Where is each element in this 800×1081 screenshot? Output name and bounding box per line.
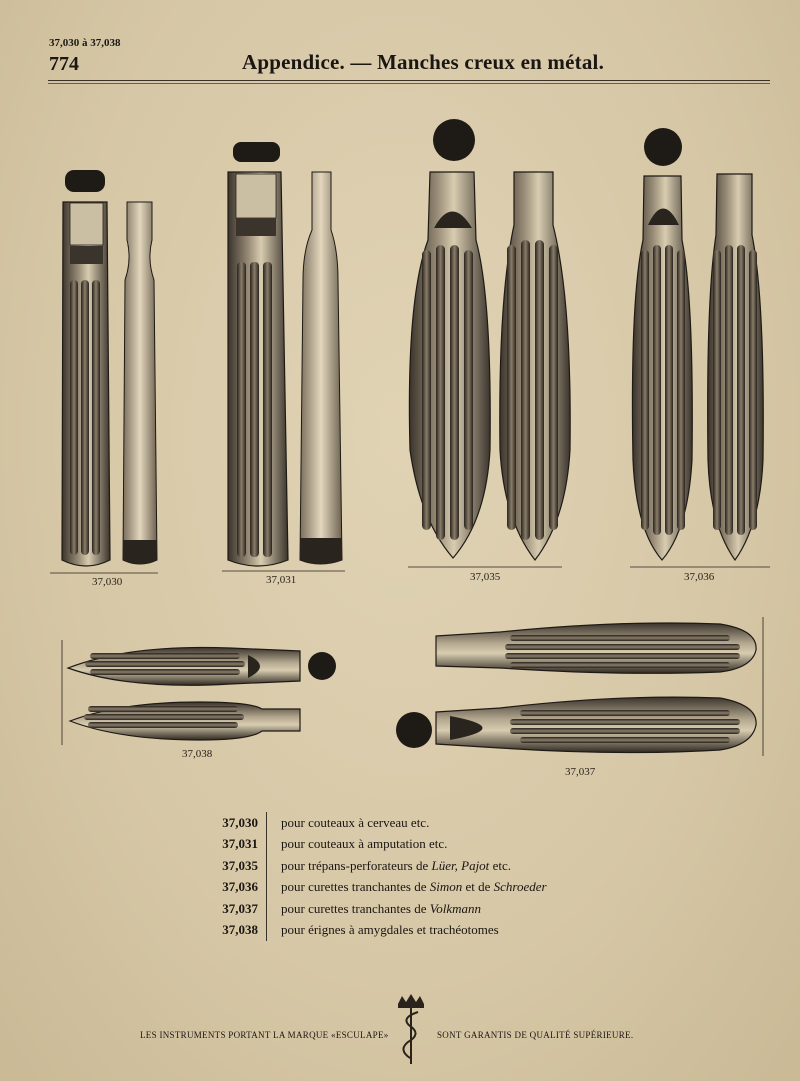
handle-37030-side bbox=[123, 202, 157, 564]
handle-37035-side bbox=[500, 172, 570, 560]
handle-37031-front bbox=[228, 142, 288, 566]
legend-text-part: pour curettes tranchantes de bbox=[281, 900, 430, 916]
legend-text-part: pour trépans-perforateurs de bbox=[281, 857, 432, 873]
esculape-caduceus-icon bbox=[398, 994, 424, 1064]
legend-text-part: Volkmann bbox=[429, 900, 481, 916]
page-number: 774 bbox=[49, 53, 79, 75]
handle-37031-side bbox=[300, 172, 342, 564]
legend-text-part: pour couteaux à cerveau etc. bbox=[281, 814, 430, 830]
legend-row bbox=[200, 877, 620, 899]
legend-code: 37,030 bbox=[200, 812, 267, 834]
handle-37036-side bbox=[708, 174, 764, 560]
legend-description bbox=[267, 836, 447, 852]
legend-text-part: Lüer, Pajot bbox=[431, 857, 490, 873]
legend-row bbox=[200, 898, 620, 920]
legend-code: 37,031 bbox=[200, 834, 267, 856]
page-title: Appendice. — Manches creux en métal. bbox=[242, 50, 605, 74]
legend-text-part: et de bbox=[462, 879, 494, 895]
handle-37030-front bbox=[62, 170, 110, 566]
legend-description bbox=[267, 901, 481, 917]
footer-text-left: LES INSTRUMENTS PORTANT LA MARQUE «ESCULAPE» bbox=[140, 1030, 389, 1040]
figure-label: 37,030 bbox=[92, 576, 123, 588]
handle-37035-front bbox=[409, 119, 490, 558]
footer-text-right: SONT GARANTIS DE QUALITÉ SUPÉRIEURE. bbox=[437, 1030, 634, 1040]
legend-code: 37,036 bbox=[200, 877, 267, 899]
handle-37036-front bbox=[632, 128, 692, 560]
legend-description bbox=[267, 879, 547, 895]
legend-row bbox=[200, 834, 620, 856]
legend-code: 37,037 bbox=[200, 898, 267, 920]
legend-text-part: etc. bbox=[489, 857, 511, 873]
figure-label: 37,037 bbox=[565, 766, 596, 778]
legend-text-part: pour érignes à amygdales et trachéotomes bbox=[281, 922, 499, 938]
legend-text-part: Schroeder bbox=[493, 879, 547, 895]
legend-text-part: Simon bbox=[429, 879, 463, 895]
legend-description bbox=[267, 815, 429, 831]
handle-37038-top bbox=[68, 647, 336, 685]
legend-row bbox=[200, 855, 620, 877]
figure-label: 37,031 bbox=[266, 574, 297, 586]
handle-37037-top bbox=[436, 623, 756, 673]
legend-row bbox=[200, 920, 620, 942]
legend-text-part: pour couteaux à amputation etc. bbox=[281, 836, 448, 852]
legend-table bbox=[200, 812, 620, 941]
figure-label: 37,036 bbox=[684, 571, 715, 583]
legend-description bbox=[267, 858, 511, 874]
legend-description bbox=[267, 922, 499, 938]
page-range: 37,030 à 37,038 bbox=[49, 37, 121, 49]
legend-code: 37,038 bbox=[200, 920, 267, 942]
handle-37038-bottom bbox=[70, 702, 300, 740]
figure-label: 37,038 bbox=[182, 748, 213, 760]
figure-label: 37,035 bbox=[470, 571, 501, 583]
legend-text-part: pour curettes tranchantes de bbox=[281, 879, 430, 895]
legend-code: 37,035 bbox=[200, 855, 267, 877]
handle-37037-bottom bbox=[396, 697, 756, 752]
legend-row bbox=[200, 812, 620, 834]
